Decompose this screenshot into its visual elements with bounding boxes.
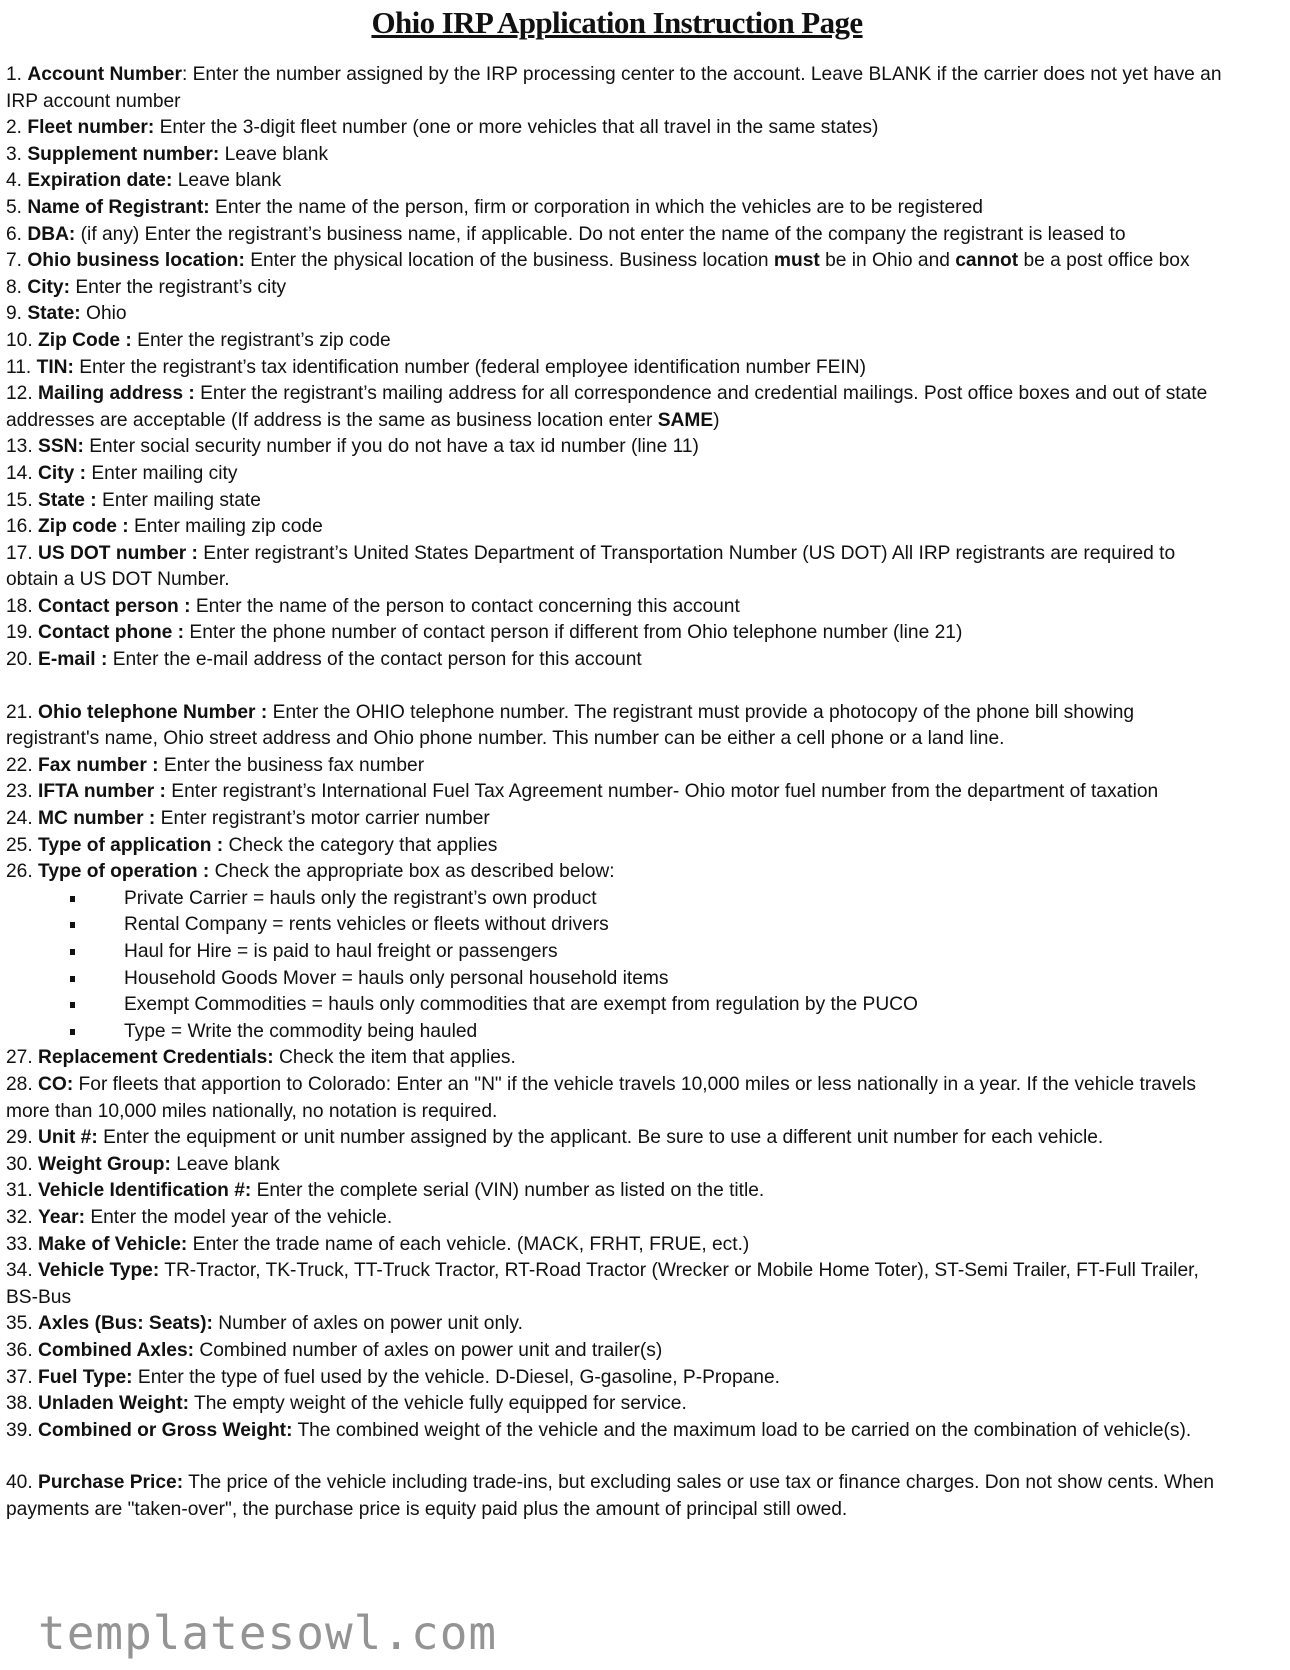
- item-label: Axles (Bus: Seats):: [38, 1313, 213, 1335]
- operation-type-item: [6, 1019, 1228, 1046]
- item-text: Enter the name of the person to contact concerning this account: [195, 595, 740, 617]
- item-label: Supplement number:: [27, 143, 220, 165]
- instruction-item: [6, 168, 1228, 195]
- operation-type-item: [6, 966, 1228, 993]
- item-number: 38.: [6, 1393, 33, 1415]
- item-number: 8.: [6, 276, 23, 298]
- operation-type-text: Rental Company = rents vehicles or fleets without drivers: [124, 914, 609, 936]
- bullet-icon: [70, 1002, 75, 1008]
- item-text: Enter the complete serial (VIN) number as listed on the title.: [256, 1180, 765, 1202]
- instruction-item: [6, 248, 1228, 275]
- item-number: 10.: [6, 329, 33, 351]
- item-text: Enter mailing city: [91, 462, 238, 484]
- instruction-item: [6, 806, 1228, 833]
- item-label: US DOT number :: [38, 542, 198, 564]
- instruction-item: [6, 434, 1228, 461]
- instruction-item: [6, 1178, 1228, 1205]
- instruction-item: [6, 142, 1228, 169]
- item-text: Enter the OHIO telephone number. The registrant must provide a photocopy of the phone bill showing registrant's name, Ohio street address and Ohio phone number. This number can be either a cell phone or a land line.: [6, 701, 1135, 750]
- item-number: 16.: [6, 516, 33, 538]
- item-number: 1.: [6, 64, 23, 85]
- bullet-icon: [70, 949, 75, 955]
- item-label: Mailing address :: [38, 383, 195, 405]
- item-text: Enter mailing state: [102, 489, 261, 511]
- instruction-item: [6, 541, 1228, 594]
- item-number: 3.: [6, 143, 23, 165]
- bullet-icon: [70, 896, 75, 902]
- item-number: 31.: [6, 1180, 33, 1202]
- item-text: Enter the trade name of each vehicle. (MACK, FRHT, FRUE, ect.): [192, 1233, 750, 1255]
- item-text: TR-Tractor, TK-Truck, TT-Truck Tractor, RT-Road Tractor (Wrecker or Mobile Home Toter), ST-Semi Trailer, FT-Full Trailer, BS-Bus: [6, 1260, 1199, 1308]
- item-label: Zip Code :: [38, 329, 132, 351]
- item-label: SSN:: [38, 436, 84, 458]
- item-number: 32.: [6, 1206, 33, 1228]
- item-number: 20.: [6, 649, 33, 671]
- item-label: Account Number: [27, 64, 182, 85]
- instruction-item: [6, 222, 1228, 249]
- item-label: E-mail :: [38, 649, 108, 671]
- spacer: [6, 674, 1228, 700]
- item-number: 19.: [6, 622, 33, 644]
- instruction-item: [6, 833, 1228, 860]
- instruction-item: [6, 1391, 1228, 1418]
- item-number: 11.: [6, 356, 32, 378]
- item-label: State :: [38, 489, 97, 511]
- instruction-item: [6, 62, 1228, 115]
- item-label: IFTA number :: [38, 781, 166, 803]
- instruction-group-21-26: [6, 700, 1228, 886]
- item-text: Enter the registrant’s zip code: [137, 329, 391, 351]
- item-label: Year:: [38, 1206, 85, 1228]
- operation-type-text: Haul for Hire = is paid to haul freight or passengers: [124, 941, 558, 962]
- instruction-item: [6, 594, 1228, 621]
- item-emphasis: must: [773, 250, 820, 272]
- item-number: 14.: [6, 462, 33, 484]
- item-text: The empty weight of the vehicle fully equipped for service.: [194, 1393, 687, 1415]
- item-number: 26.: [6, 861, 33, 883]
- instruction-item: [6, 1365, 1228, 1392]
- operation-type-text: Private Carrier = hauls only the registrant’s own product: [124, 887, 597, 909]
- instruction-item: [6, 859, 1228, 886]
- item-emphasis: SAME: [657, 409, 714, 431]
- item-number: 21.: [6, 701, 33, 723]
- instruction-item: [6, 1418, 1228, 1445]
- item-label: Combined Axles:: [38, 1339, 195, 1361]
- item-label: Vehicle Identification #:: [38, 1180, 252, 1202]
- instruction-item: [6, 115, 1228, 142]
- item-number: 6.: [6, 223, 23, 245]
- item-text: Enter the registrant’s city: [75, 276, 287, 298]
- item-number: 18.: [6, 595, 33, 617]
- instruction-item: [6, 1258, 1228, 1311]
- item-text: Enter the 3-digit fleet number (one or more vehicles that all travel in the same states): [159, 117, 879, 139]
- item-text: (if any) Enter the registrant’s business name, if applicable. Do not enter the name of the company the registrant is leased to: [80, 223, 1126, 245]
- instruction-item: [6, 1125, 1228, 1152]
- item-number: 4.: [6, 170, 23, 192]
- instruction-group-40: [6, 1470, 1228, 1523]
- item-number: 7.: [6, 250, 23, 272]
- operation-type-item: [6, 992, 1228, 1019]
- item-text: Enter the type of fuel used by the vehicle. D-Diesel, G-gasoline, P-Propane.: [137, 1366, 780, 1388]
- item-number: 23.: [6, 781, 33, 803]
- item-label: Zip code :: [38, 516, 129, 538]
- item-text: Enter mailing zip code: [133, 516, 323, 538]
- item-label: Expiration date:: [27, 170, 173, 192]
- instruction-item: [6, 1470, 1228, 1523]
- item-text: ): [713, 409, 720, 431]
- item-label: Type of application :: [38, 834, 224, 856]
- instruction-item: [6, 381, 1228, 434]
- item-text: Enter the registrant’s tax identification number (federal employee identification number FEIN): [79, 356, 866, 378]
- instruction-item: [6, 275, 1228, 302]
- instruction-list: [6, 62, 1228, 1523]
- item-separator: :: [181, 64, 193, 85]
- instruction-item: [6, 1152, 1228, 1179]
- item-number: 17.: [6, 542, 33, 564]
- instruction-item: [6, 1072, 1228, 1125]
- bullet-icon: [70, 1029, 75, 1035]
- item-text: Enter social security number if you do not have a tax id number (line 11): [89, 436, 699, 458]
- item-label: City:: [27, 276, 70, 298]
- item-label: CO:: [38, 1073, 74, 1095]
- item-number: 36.: [6, 1339, 33, 1361]
- item-label: City :: [38, 462, 86, 484]
- operation-type-item: [6, 886, 1228, 913]
- item-number: 13.: [6, 436, 33, 458]
- item-label: Fax number :: [38, 754, 159, 776]
- item-label: Type of operation :: [38, 861, 210, 883]
- item-label: Unit #:: [38, 1127, 98, 1149]
- item-number: 22.: [6, 754, 33, 776]
- instruction-item: [6, 1232, 1228, 1259]
- item-number: 2.: [6, 117, 23, 139]
- item-label: Ohio business location:: [27, 250, 245, 272]
- item-text: Ohio: [86, 303, 127, 325]
- item-number: 29.: [6, 1127, 33, 1149]
- item-text: Enter registrant’s United States Department of Transportation Number (US DOT) All IRP registrants are required to obtain a US DOT Number.: [6, 542, 1176, 591]
- instruction-group-27-39: [6, 1045, 1228, 1444]
- item-number: 5.: [6, 196, 23, 218]
- item-text: be in Ohio and: [825, 250, 950, 272]
- item-label: Fleet number:: [27, 117, 155, 139]
- item-label: Unladen Weight:: [38, 1393, 190, 1415]
- watermark-text: templatesowl.com: [38, 1606, 498, 1660]
- item-text: Enter the name of the person, firm or corporation in which the vehicles are to be registered: [215, 196, 983, 218]
- instruction-item: [6, 753, 1228, 780]
- item-number: 25.: [6, 834, 33, 856]
- item-number: 40.: [6, 1472, 33, 1494]
- item-text: Check the item that applies.: [279, 1047, 516, 1069]
- item-label: Ohio telephone Number :: [38, 701, 268, 723]
- item-label: State:: [27, 303, 81, 325]
- item-number: 27.: [6, 1047, 33, 1069]
- item-label: Fuel Type:: [38, 1366, 133, 1388]
- instruction-item: [6, 514, 1228, 541]
- operation-type-item: [6, 912, 1228, 939]
- instruction-item: [6, 328, 1228, 355]
- item-text: The combined weight of the vehicle and the maximum load to be carried on the combination of vehicle(s).: [297, 1419, 1192, 1441]
- item-label: Contact person :: [38, 595, 191, 617]
- item-number: 37.: [6, 1366, 33, 1388]
- item-label: TIN:: [36, 356, 74, 378]
- operation-type-text: Type = Write the commodity being hauled: [124, 1020, 478, 1042]
- item-number: 15.: [6, 489, 33, 511]
- item-label: Vehicle Type:: [38, 1260, 160, 1282]
- item-text: Leave blank: [177, 170, 282, 192]
- item-number: 28.: [6, 1073, 33, 1095]
- item-text: The price of the vehicle including trade-ins, but excluding sales or use tax or finance charges. Don not show cents. When payments are "taken-over", the purchase price is equity paid plus the amount of principal still owed.: [6, 1472, 1215, 1520]
- item-label: Contact phone :: [38, 622, 185, 644]
- item-text: Enter the equipment or unit number assigned by the applicant. Be sure to use a different unit number for each vehicle.: [103, 1127, 1104, 1149]
- item-label: Purchase Price:: [38, 1472, 184, 1494]
- item-number: 33.: [6, 1233, 33, 1255]
- instruction-item: [6, 1045, 1228, 1072]
- item-label: DBA:: [27, 223, 76, 245]
- instruction-item: [6, 1205, 1228, 1232]
- item-text: Enter registrant’s motor carrier number: [160, 808, 490, 830]
- instruction-group-1-20: [6, 62, 1228, 674]
- instruction-item: [6, 461, 1228, 488]
- page-title: Ohio IRP Application Instruction Page: [371, 5, 863, 40]
- item-text: Check the category that applies: [228, 834, 498, 856]
- item-text: Enter the e-mail address of the contact person for this account: [112, 649, 642, 671]
- item-number: 39.: [6, 1419, 33, 1441]
- item-number: 24.: [6, 808, 33, 830]
- instruction-page: [6, 0, 1228, 1523]
- item-text: Enter the business fax number: [163, 754, 425, 776]
- item-text: Enter the phone number of contact person if different from Ohio telephone number (line 21): [189, 622, 963, 644]
- operation-type-item: [6, 939, 1228, 966]
- bullet-icon: [70, 976, 75, 982]
- item-text: Enter the physical location of the business. Business location: [250, 250, 769, 272]
- item-number: 12.: [6, 383, 33, 405]
- operation-type-text: Household Goods Mover = hauls only personal household items: [124, 967, 669, 989]
- item-text: Enter the model year of the vehicle.: [90, 1206, 393, 1228]
- item-label: Name of Registrant:: [27, 196, 210, 218]
- item-text: Number of axles on power unit only.: [218, 1313, 523, 1335]
- item-label: Make of Vehicle:: [38, 1233, 188, 1255]
- bullet-icon: [70, 922, 75, 928]
- item-emphasis: cannot: [955, 250, 1019, 272]
- item-text: Leave blank: [176, 1153, 280, 1175]
- item-label: Replacement Credentials:: [38, 1047, 274, 1069]
- item-text: Check the appropriate box as described below:: [214, 861, 615, 883]
- instruction-item: [6, 779, 1228, 806]
- item-text: Enter the number assigned by the IRP processing center to the account. Leave BLANK if the carrier does not yet have an IRP account number: [6, 64, 1222, 112]
- instruction-item: [6, 1338, 1228, 1365]
- item-number: 9.: [6, 303, 23, 325]
- instruction-item: [6, 620, 1228, 647]
- instruction-item: [6, 195, 1228, 222]
- item-label: MC number :: [38, 808, 156, 830]
- item-number: 30.: [6, 1153, 33, 1175]
- instruction-item: [6, 355, 1228, 382]
- item-text: Enter registrant’s International Fuel Tax Agreement number- Ohio motor fuel number from the department of taxation: [171, 781, 1159, 803]
- item-number: 34.: [6, 1260, 33, 1282]
- item-number: 35.: [6, 1313, 33, 1335]
- instruction-item: [6, 647, 1228, 674]
- item-text: be a post office box: [1023, 250, 1190, 272]
- item-label: Combined or Gross Weight:: [38, 1419, 293, 1441]
- item-label: Weight Group:: [38, 1153, 171, 1175]
- item-text: For fleets that apportion to Colorado: Enter an "N" if the vehicle travels 10,000 miles or less nationally in a year. If the vehicle travels more than 10,000 miles nationally, no notation is required.: [6, 1073, 1197, 1122]
- item-text: Leave blank: [224, 143, 329, 165]
- instruction-item: [6, 700, 1228, 753]
- item-text: Combined number of axles on power unit and trailer(s): [199, 1339, 663, 1361]
- spacer: [6, 1444, 1228, 1470]
- item-text: Enter the registrant’s mailing address for all correspondence and credential mailings. Post office boxes and out of state addresses are acceptable (If address is the same as business location enter: [6, 383, 1208, 431]
- operation-type-list: [6, 886, 1228, 1046]
- operation-type-text: Exempt Commodities = hauls only commodities that are exempt from regulation by the PUCO: [124, 994, 918, 1016]
- instruction-item: [6, 1311, 1228, 1338]
- instruction-item: [6, 301, 1228, 328]
- instruction-item: [6, 488, 1228, 515]
